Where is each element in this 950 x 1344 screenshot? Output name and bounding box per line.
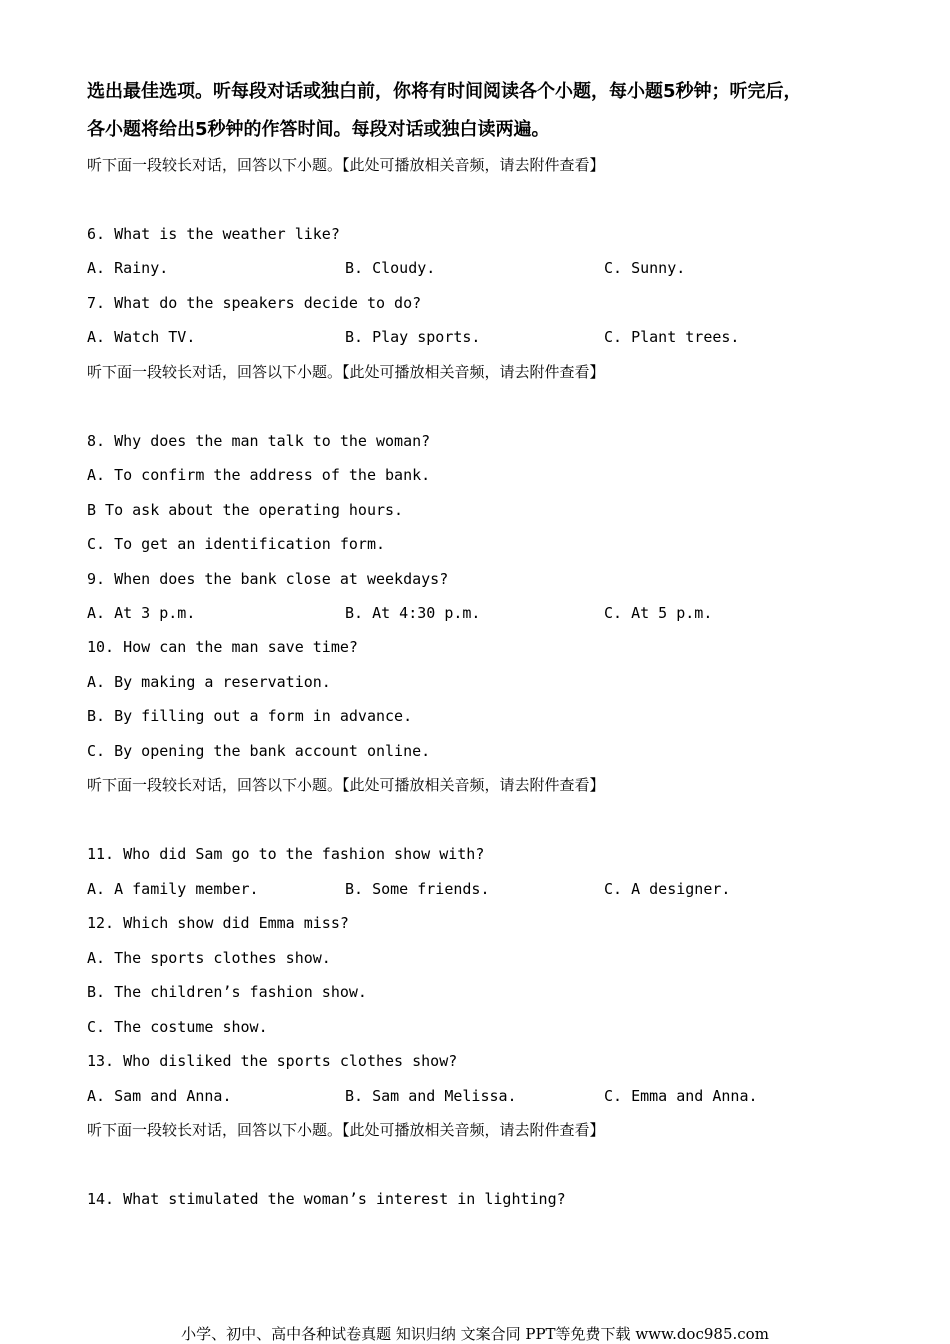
section-note: 听下面一段较长对话，回答以下小题。【此处可播放相关音频，请去附件查看】 bbox=[87, 156, 605, 174]
question-9-option-a: A. At 3 p.m. bbox=[87, 604, 196, 622]
question-9-option-c: C. At 5 p.m. bbox=[604, 604, 713, 622]
question-8-option-b: B To ask about the operating hours. bbox=[87, 501, 404, 519]
question-8-option-a: A. To confirm the address of the bank. bbox=[87, 466, 431, 484]
section-note: 听下面一段较长对话，回答以下小题。【此处可播放相关音频，请去附件查看】 bbox=[87, 1121, 605, 1139]
question-12-option-c: C. The costume show. bbox=[87, 1018, 268, 1036]
question-6-stem: 6. What is the weather like? bbox=[87, 225, 340, 243]
question-8-option-c: C. To get an identification form. bbox=[87, 535, 386, 553]
question-14-stem: 14. What stimulated the woman’s interest in lighting? bbox=[87, 1190, 566, 1208]
instructions-line-1: 选出最佳选项。听每段对话或独白前，你将有时间阅读各个小题，每小题5秒钟；听完后， bbox=[87, 81, 802, 102]
question-12-stem: 12. Which show did Emma miss? bbox=[87, 914, 349, 932]
section-note: 听下面一段较长对话，回答以下小题。【此处可播放相关音频，请去附件查看】 bbox=[87, 363, 605, 381]
question-7-stem: 7. What do the speakers decide to do? bbox=[87, 294, 422, 312]
question-13-option-c: C. Emma and Anna. bbox=[604, 1087, 758, 1105]
question-10-option-b: B. By filling out a form in advance. bbox=[87, 707, 413, 725]
question-13-stem: 13. Who disliked the sports clothes show? bbox=[87, 1052, 458, 1070]
question-7-option-a: A. Watch TV. bbox=[87, 328, 196, 346]
question-6-option-b: B. Cloudy. bbox=[345, 259, 436, 277]
question-8-stem: 8. Why does the man talk to the woman? bbox=[87, 432, 431, 450]
section-note: 听下面一段较长对话，回答以下小题。【此处可播放相关音频，请去附件查看】 bbox=[87, 776, 605, 794]
question-7-option-b: B. Play sports. bbox=[345, 328, 481, 346]
question-10-stem: 10. How can the man save time? bbox=[87, 638, 358, 656]
question-7-option-c: C. Plant trees. bbox=[604, 328, 740, 346]
question-9-option-b: B. At 4:30 p.m. bbox=[345, 604, 481, 622]
question-12-option-a: A. The sports clothes show. bbox=[87, 949, 331, 967]
page-footer: 小学、初中、高中各种试卷真题 知识归纳 文案合同 PPT等免费下载 www.doc985.com bbox=[181, 1325, 769, 1343]
question-6-option-c: C. Sunny. bbox=[604, 259, 686, 277]
question-9-stem: 9. When does the bank close at weekdays? bbox=[87, 570, 449, 588]
question-12-option-b: B. The children’s fashion show. bbox=[87, 983, 367, 1001]
question-11-option-b: B. Some friends. bbox=[345, 880, 490, 898]
question-10-option-a: A. By making a reservation. bbox=[87, 673, 331, 691]
question-11-option-c: C. A designer. bbox=[604, 880, 731, 898]
question-13-option-b: B. Sam and Melissa. bbox=[345, 1087, 517, 1105]
question-11-stem: 11. Who did Sam go to the fashion show with? bbox=[87, 845, 485, 863]
question-11-option-a: A. A family member. bbox=[87, 880, 259, 898]
question-13-option-a: A. Sam and Anna. bbox=[87, 1087, 232, 1105]
question-6-option-a: A. Rainy. bbox=[87, 259, 169, 277]
instructions-line-2: 各小题将给出5秒钟的作答时间。每段对话或独白读两遍。 bbox=[87, 119, 550, 140]
question-10-option-c: C. By opening the bank account online. bbox=[87, 742, 431, 760]
